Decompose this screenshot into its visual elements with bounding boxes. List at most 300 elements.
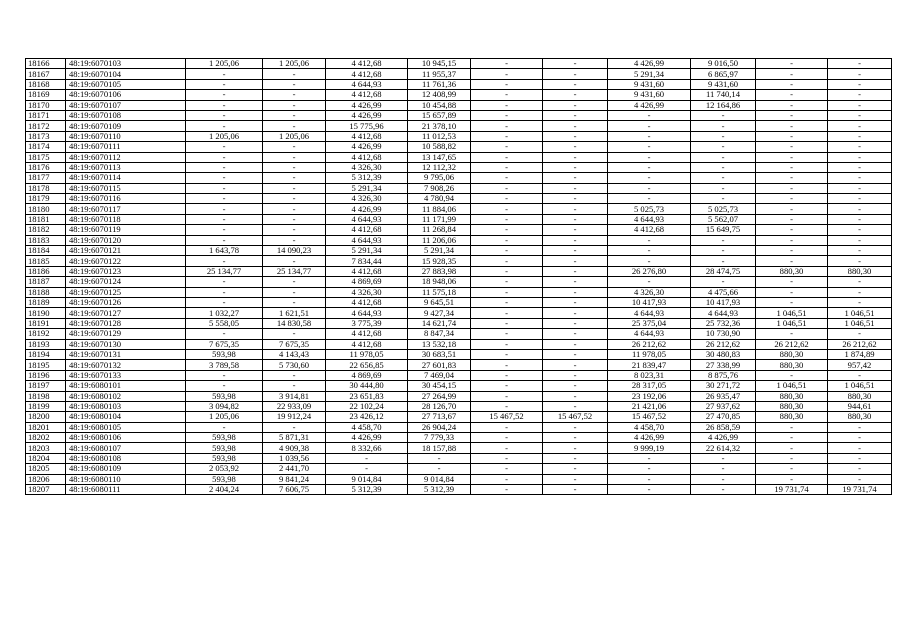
value-col-3-cell: 4 869,69 xyxy=(326,370,408,380)
value-col-2-cell: - xyxy=(263,100,326,110)
value-col-6-cell: - xyxy=(543,381,608,391)
value-col-1-cell: - xyxy=(186,110,263,120)
value-col-5-cell: - xyxy=(471,287,543,297)
value-col-2-cell: 7 606,75 xyxy=(263,485,326,495)
value-col-2-cell: - xyxy=(263,214,326,224)
value-col-9-cell: 880,30 xyxy=(756,391,828,401)
value-col-1-cell: 2 404,24 xyxy=(186,485,263,495)
value-col-3-cell: 4 644,93 xyxy=(326,79,408,89)
value-col-2-cell: - xyxy=(263,110,326,120)
value-col-1-cell: - xyxy=(186,370,263,380)
value-col-8-cell: 4 426,99 xyxy=(691,433,756,443)
value-col-9-cell: - xyxy=(756,443,828,453)
value-col-6-cell: - xyxy=(543,391,608,401)
value-col-1-cell: 7 675,35 xyxy=(186,339,263,349)
value-col-4-cell: 12 408,99 xyxy=(408,90,471,100)
value-col-10-cell: - xyxy=(828,142,892,152)
table-row xyxy=(26,360,892,370)
value-col-1-cell: 2 053,92 xyxy=(186,464,263,474)
value-col-9-cell: 19 731,74 xyxy=(756,485,828,495)
table-row xyxy=(26,464,892,474)
table-row xyxy=(26,412,892,422)
value-col-4-cell: 11 761,36 xyxy=(408,79,471,89)
row-number-cell: 18171 xyxy=(26,110,66,120)
value-col-6-cell: - xyxy=(543,422,608,432)
row-number-cell: 18185 xyxy=(26,256,66,266)
value-col-7-cell: 8 023,31 xyxy=(608,370,691,380)
value-col-3-cell: 4 412,68 xyxy=(326,329,408,339)
value-col-6-cell: - xyxy=(543,370,608,380)
value-col-1-cell: 1 205,06 xyxy=(186,412,263,422)
cadastral-number-cell: 48:19:6070129 xyxy=(66,329,186,339)
row-number-cell: 18192 xyxy=(26,329,66,339)
cadastral-number-cell: 48:19:6070118 xyxy=(66,214,186,224)
value-col-7-cell: 28 317,05 xyxy=(608,381,691,391)
value-col-4-cell: 10 588,82 xyxy=(408,142,471,152)
value-col-1-cell: 1 205,06 xyxy=(186,131,263,141)
value-col-4-cell: 30 683,51 xyxy=(408,349,471,359)
value-col-8-cell: - xyxy=(691,162,756,172)
table-row xyxy=(26,183,892,193)
value-col-6-cell: - xyxy=(543,110,608,120)
value-col-5-cell: - xyxy=(471,162,543,172)
value-col-10-cell: - xyxy=(828,183,892,193)
value-col-8-cell: 9 431,60 xyxy=(691,79,756,89)
value-col-3-cell: 5 312,39 xyxy=(326,173,408,183)
value-col-7-cell: 10 417,93 xyxy=(608,297,691,307)
value-col-10-cell: - xyxy=(828,235,892,245)
value-col-4-cell: 18 948,06 xyxy=(408,277,471,287)
value-col-2-cell: - xyxy=(263,235,326,245)
value-col-6-cell: - xyxy=(543,59,608,69)
value-col-7-cell: 4 458,70 xyxy=(608,422,691,432)
value-col-3-cell: 4 326,30 xyxy=(326,162,408,172)
value-col-5-cell: - xyxy=(471,277,543,287)
value-col-10-cell: 944,61 xyxy=(828,401,892,411)
value-col-3-cell: 7 834,44 xyxy=(326,256,408,266)
value-col-7-cell: 4 426,99 xyxy=(608,59,691,69)
value-col-4-cell: 4 780,94 xyxy=(408,194,471,204)
value-col-3-cell: 4 426,99 xyxy=(326,433,408,443)
row-number-cell: 18188 xyxy=(26,287,66,297)
value-col-6-cell: - xyxy=(543,121,608,131)
value-col-8-cell: 25 732,36 xyxy=(691,318,756,328)
value-col-7-cell: - xyxy=(608,453,691,463)
value-col-6-cell: - xyxy=(543,308,608,318)
value-col-2-cell: - xyxy=(263,256,326,266)
value-col-5-cell: - xyxy=(471,391,543,401)
row-number-cell: 18198 xyxy=(26,391,66,401)
value-col-10-cell: - xyxy=(828,90,892,100)
value-col-7-cell: 23 192,06 xyxy=(608,391,691,401)
value-col-6-cell: 15 467,52 xyxy=(543,412,608,422)
value-col-4-cell: 27 601,83 xyxy=(408,360,471,370)
value-col-10-cell: - xyxy=(828,474,892,484)
table-row xyxy=(26,329,892,339)
cadastral-number-cell: 48:19:6070111 xyxy=(66,142,186,152)
table-row xyxy=(26,194,892,204)
cadastral-number-cell: 48:19:6080104 xyxy=(66,412,186,422)
table-row xyxy=(26,453,892,463)
value-col-1-cell: 593,98 xyxy=(186,443,263,453)
value-col-3-cell: 22 656,85 xyxy=(326,360,408,370)
value-col-2-cell: - xyxy=(263,194,326,204)
value-col-5-cell: - xyxy=(471,256,543,266)
value-col-10-cell: 1 046,51 xyxy=(828,308,892,318)
cadastral-number-cell: 48:19:6070113 xyxy=(66,162,186,172)
value-col-3-cell: 22 102,24 xyxy=(326,401,408,411)
cadastral-number-cell: 48:19:6080111 xyxy=(66,485,186,495)
value-col-4-cell: 14 621,74 xyxy=(408,318,471,328)
value-col-1-cell: - xyxy=(186,100,263,110)
row-number-cell: 18190 xyxy=(26,308,66,318)
row-number-cell: 18186 xyxy=(26,266,66,276)
value-col-4-cell: 21 378,10 xyxy=(408,121,471,131)
table-row xyxy=(26,173,892,183)
value-col-8-cell: 27 338,99 xyxy=(691,360,756,370)
value-col-9-cell: 880,30 xyxy=(756,401,828,411)
table-row xyxy=(26,297,892,307)
value-col-2-cell: - xyxy=(263,370,326,380)
value-col-6-cell: - xyxy=(543,433,608,443)
cadastral-number-cell: 48:19:6070106 xyxy=(66,90,186,100)
value-col-4-cell: 13 532,18 xyxy=(408,339,471,349)
value-col-6-cell: - xyxy=(543,256,608,266)
value-col-4-cell: 9 427,34 xyxy=(408,308,471,318)
row-number-cell: 18199 xyxy=(26,401,66,411)
value-col-7-cell: - xyxy=(608,162,691,172)
value-col-4-cell: 27 883,98 xyxy=(408,266,471,276)
value-col-4-cell: 10 945,15 xyxy=(408,59,471,69)
value-col-5-cell: - xyxy=(471,59,543,69)
value-col-10-cell: - xyxy=(828,453,892,463)
value-col-2-cell: 14 090,23 xyxy=(263,246,326,256)
value-col-5-cell: - xyxy=(471,246,543,256)
value-col-5-cell: - xyxy=(471,69,543,79)
value-col-8-cell: - xyxy=(691,173,756,183)
value-col-1-cell: - xyxy=(186,256,263,266)
value-col-1-cell: 593,98 xyxy=(186,391,263,401)
cadastral-number-cell: 48:19:6070124 xyxy=(66,277,186,287)
value-col-8-cell: - xyxy=(691,142,756,152)
value-col-9-cell: - xyxy=(756,173,828,183)
value-col-8-cell: 26 212,62 xyxy=(691,339,756,349)
value-col-2-cell: - xyxy=(263,183,326,193)
value-col-10-cell: - xyxy=(828,69,892,79)
value-col-3-cell: 4 426,99 xyxy=(326,204,408,214)
value-col-9-cell: - xyxy=(756,246,828,256)
value-col-10-cell: - xyxy=(828,433,892,443)
cadastral-number-cell: 48:19:6070109 xyxy=(66,121,186,131)
value-col-3-cell: 8 332,66 xyxy=(326,443,408,453)
value-col-9-cell: - xyxy=(756,90,828,100)
row-number-cell: 18197 xyxy=(26,381,66,391)
value-col-7-cell: 4 426,99 xyxy=(608,100,691,110)
cadastral-number-cell: 48:19:6070119 xyxy=(66,225,186,235)
row-number-cell: 18176 xyxy=(26,162,66,172)
value-col-1-cell: - xyxy=(186,79,263,89)
table-row xyxy=(26,69,892,79)
value-col-5-cell: - xyxy=(471,381,543,391)
value-col-7-cell: - xyxy=(608,173,691,183)
value-col-4-cell: 7 469,04 xyxy=(408,370,471,380)
value-col-3-cell: 23 651,83 xyxy=(326,391,408,401)
value-col-1-cell: - xyxy=(186,214,263,224)
value-col-6-cell: - xyxy=(543,318,608,328)
value-col-3-cell: 4 326,30 xyxy=(326,287,408,297)
value-col-6-cell: - xyxy=(543,360,608,370)
value-col-9-cell: - xyxy=(756,297,828,307)
value-col-9-cell: - xyxy=(756,194,828,204)
row-number-cell: 18177 xyxy=(26,173,66,183)
value-col-9-cell: - xyxy=(756,69,828,79)
value-col-3-cell: 4 412,68 xyxy=(326,266,408,276)
value-col-3-cell: 4 412,68 xyxy=(326,297,408,307)
value-col-2-cell: 22 933,09 xyxy=(263,401,326,411)
row-number-cell: 18194 xyxy=(26,349,66,359)
value-col-4-cell: 27 713,67 xyxy=(408,412,471,422)
value-col-6-cell: - xyxy=(543,173,608,183)
value-col-8-cell: 6 865,97 xyxy=(691,69,756,79)
cadastral-number-cell: 48:19:6070110 xyxy=(66,131,186,141)
value-col-9-cell: - xyxy=(756,121,828,131)
value-col-10-cell: - xyxy=(828,152,892,162)
row-number-cell: 18174 xyxy=(26,142,66,152)
value-col-6-cell: - xyxy=(543,339,608,349)
value-col-3-cell: 4 644,93 xyxy=(326,214,408,224)
value-col-9-cell: - xyxy=(756,183,828,193)
value-col-4-cell: 5 312,39 xyxy=(408,485,471,495)
value-col-3-cell: 4 412,68 xyxy=(326,69,408,79)
value-col-6-cell: - xyxy=(543,464,608,474)
value-col-9-cell: - xyxy=(756,162,828,172)
value-col-9-cell: - xyxy=(756,79,828,89)
row-number-cell: 18184 xyxy=(26,246,66,256)
value-col-4-cell: 7 908,26 xyxy=(408,183,471,193)
value-col-6-cell: - xyxy=(543,287,608,297)
row-number-cell: 18196 xyxy=(26,370,66,380)
value-col-1-cell: 1 643,78 xyxy=(186,246,263,256)
value-col-1-cell: - xyxy=(186,162,263,172)
row-number-cell: 18205 xyxy=(26,464,66,474)
value-col-6-cell: - xyxy=(543,235,608,245)
value-col-7-cell: 4 644,93 xyxy=(608,214,691,224)
value-col-2-cell: 25 134,77 xyxy=(263,266,326,276)
value-col-3-cell: - xyxy=(326,464,408,474)
value-col-1-cell: - xyxy=(186,194,263,204)
value-col-9-cell: 880,30 xyxy=(756,349,828,359)
value-col-7-cell: - xyxy=(608,110,691,120)
table-row xyxy=(26,110,892,120)
table-row xyxy=(26,90,892,100)
value-col-6-cell: - xyxy=(543,131,608,141)
cadastral-number-cell: 48:19:6070126 xyxy=(66,297,186,307)
value-col-8-cell: 5 025,73 xyxy=(691,204,756,214)
value-col-4-cell: 18 157,88 xyxy=(408,443,471,453)
cadastral-number-cell: 48:19:6080110 xyxy=(66,474,186,484)
row-number-cell: 18178 xyxy=(26,183,66,193)
row-number-cell: 18175 xyxy=(26,152,66,162)
value-col-3-cell: 4 644,93 xyxy=(326,308,408,318)
value-col-7-cell: - xyxy=(608,235,691,245)
value-col-2-cell: 7 675,35 xyxy=(263,339,326,349)
value-col-9-cell: - xyxy=(756,277,828,287)
value-col-3-cell: 4 412,68 xyxy=(326,339,408,349)
cadastral-number-cell: 48:19:6080106 xyxy=(66,433,186,443)
value-col-7-cell: 9 431,60 xyxy=(608,90,691,100)
value-col-10-cell: 19 731,74 xyxy=(828,485,892,495)
row-number-cell: 18201 xyxy=(26,422,66,432)
value-col-10-cell: - xyxy=(828,246,892,256)
value-col-2-cell: - xyxy=(263,121,326,131)
value-col-10-cell: - xyxy=(828,173,892,183)
value-col-3-cell: 23 426,12 xyxy=(326,412,408,422)
value-col-3-cell: 11 978,05 xyxy=(326,349,408,359)
value-col-1-cell: 593,98 xyxy=(186,474,263,484)
value-col-2-cell: 2 441,70 xyxy=(263,464,326,474)
value-col-1-cell: - xyxy=(186,277,263,287)
value-col-10-cell: - xyxy=(828,204,892,214)
cadastral-number-cell: 48:19:6070122 xyxy=(66,256,186,266)
cadastral-number-cell: 48:19:6080108 xyxy=(66,453,186,463)
value-col-6-cell: - xyxy=(543,79,608,89)
value-col-2-cell: 5 871,31 xyxy=(263,433,326,443)
value-col-9-cell: - xyxy=(756,214,828,224)
value-col-9-cell: - xyxy=(756,453,828,463)
value-col-9-cell: 1 046,51 xyxy=(756,381,828,391)
row-number-cell: 18206 xyxy=(26,474,66,484)
value-col-10-cell: 1 046,51 xyxy=(828,318,892,328)
value-col-7-cell: 4 326,30 xyxy=(608,287,691,297)
value-col-2-cell: - xyxy=(263,173,326,183)
row-number-cell: 18168 xyxy=(26,79,66,89)
value-col-6-cell: - xyxy=(543,329,608,339)
cadastral-number-cell: 48:19:6070114 xyxy=(66,173,186,183)
value-col-9-cell: 880,30 xyxy=(756,266,828,276)
value-col-5-cell: - xyxy=(471,360,543,370)
table-row xyxy=(26,256,892,266)
cadastral-number-cell: 48:19:6070123 xyxy=(66,266,186,276)
value-col-7-cell: - xyxy=(608,152,691,162)
value-col-10-cell: 880,30 xyxy=(828,391,892,401)
table-row xyxy=(26,59,892,69)
value-col-8-cell: - xyxy=(691,464,756,474)
value-col-2-cell: - xyxy=(263,297,326,307)
cadastral-number-cell: 48:19:6070104 xyxy=(66,69,186,79)
value-col-2-cell: - xyxy=(263,329,326,339)
value-col-2-cell: - xyxy=(263,142,326,152)
value-col-6-cell: - xyxy=(543,100,608,110)
value-col-1-cell: - xyxy=(186,152,263,162)
value-col-7-cell: - xyxy=(608,246,691,256)
value-col-9-cell: 880,30 xyxy=(756,412,828,422)
value-col-8-cell: 4 644,93 xyxy=(691,308,756,318)
value-col-10-cell: 1 874,89 xyxy=(828,349,892,359)
table-row xyxy=(26,349,892,359)
value-col-4-cell: 10 454,88 xyxy=(408,100,471,110)
value-col-8-cell: 26 858,59 xyxy=(691,422,756,432)
value-col-6-cell: - xyxy=(543,266,608,276)
value-col-10-cell: 880,30 xyxy=(828,266,892,276)
value-col-1-cell: 3 789,58 xyxy=(186,360,263,370)
table-row xyxy=(26,381,892,391)
value-col-7-cell: - xyxy=(608,277,691,287)
value-col-1-cell: 1 032,27 xyxy=(186,308,263,318)
value-col-9-cell: - xyxy=(756,225,828,235)
value-col-5-cell: - xyxy=(471,100,543,110)
value-col-5-cell: - xyxy=(471,131,543,141)
row-number-cell: 18183 xyxy=(26,235,66,245)
value-col-4-cell: 27 264,99 xyxy=(408,391,471,401)
value-col-10-cell: - xyxy=(828,194,892,204)
value-col-1-cell: 5 558,05 xyxy=(186,318,263,328)
cadastral-number-cell: 48:19:6070103 xyxy=(66,59,186,69)
table-row xyxy=(26,162,892,172)
value-col-5-cell: - xyxy=(471,297,543,307)
value-col-9-cell: - xyxy=(756,433,828,443)
value-col-6-cell: - xyxy=(543,401,608,411)
value-col-1-cell: 25 134,77 xyxy=(186,266,263,276)
table-row xyxy=(26,485,892,495)
row-number-cell: 18170 xyxy=(26,100,66,110)
value-col-4-cell: 11 012,53 xyxy=(408,131,471,141)
value-col-3-cell: 3 775,39 xyxy=(326,318,408,328)
value-col-2-cell: - xyxy=(263,277,326,287)
value-col-5-cell: - xyxy=(471,121,543,131)
value-col-3-cell: 4 412,68 xyxy=(326,90,408,100)
value-col-8-cell: - xyxy=(691,183,756,193)
value-col-6-cell: - xyxy=(543,214,608,224)
row-number-cell: 18195 xyxy=(26,360,66,370)
value-col-6-cell: - xyxy=(543,277,608,287)
value-col-6-cell: - xyxy=(543,204,608,214)
table-row xyxy=(26,391,892,401)
value-col-3-cell: 4 426,99 xyxy=(326,100,408,110)
cadastral-number-cell: 48:19:6070108 xyxy=(66,110,186,120)
value-col-4-cell: 9 795,06 xyxy=(408,173,471,183)
row-number-cell: 18172 xyxy=(26,121,66,131)
value-col-1-cell: 593,98 xyxy=(186,433,263,443)
value-col-10-cell: - xyxy=(828,422,892,432)
value-col-2-cell: 1 621,51 xyxy=(263,308,326,318)
cadastral-number-cell: 48:19:6070116 xyxy=(66,194,186,204)
value-col-7-cell: 4 412,68 xyxy=(608,225,691,235)
value-col-10-cell: - xyxy=(828,464,892,474)
value-col-2-cell: 19 912,24 xyxy=(263,412,326,422)
value-col-6-cell: - xyxy=(543,90,608,100)
value-col-1-cell: - xyxy=(186,287,263,297)
value-col-5-cell: - xyxy=(471,453,543,463)
value-col-3-cell: 4 426,99 xyxy=(326,110,408,120)
value-col-4-cell: 11 171,99 xyxy=(408,214,471,224)
value-col-5-cell: - xyxy=(471,152,543,162)
value-col-1-cell: - xyxy=(186,90,263,100)
table-row xyxy=(26,308,892,318)
value-col-5-cell: - xyxy=(471,485,543,495)
value-col-8-cell: 8 875,76 xyxy=(691,370,756,380)
value-col-7-cell: 11 978,05 xyxy=(608,349,691,359)
value-col-7-cell: 9 999,19 xyxy=(608,443,691,453)
value-col-8-cell: 30 271,72 xyxy=(691,381,756,391)
value-col-1-cell: - xyxy=(186,142,263,152)
value-col-1-cell: - xyxy=(186,297,263,307)
value-col-1-cell: - xyxy=(186,225,263,235)
value-col-5-cell: - xyxy=(471,401,543,411)
value-col-8-cell: 30 480,83 xyxy=(691,349,756,359)
value-col-10-cell: - xyxy=(828,110,892,120)
cadastral-number-cell: 48:19:6070127 xyxy=(66,308,186,318)
value-col-6-cell: - xyxy=(543,443,608,453)
